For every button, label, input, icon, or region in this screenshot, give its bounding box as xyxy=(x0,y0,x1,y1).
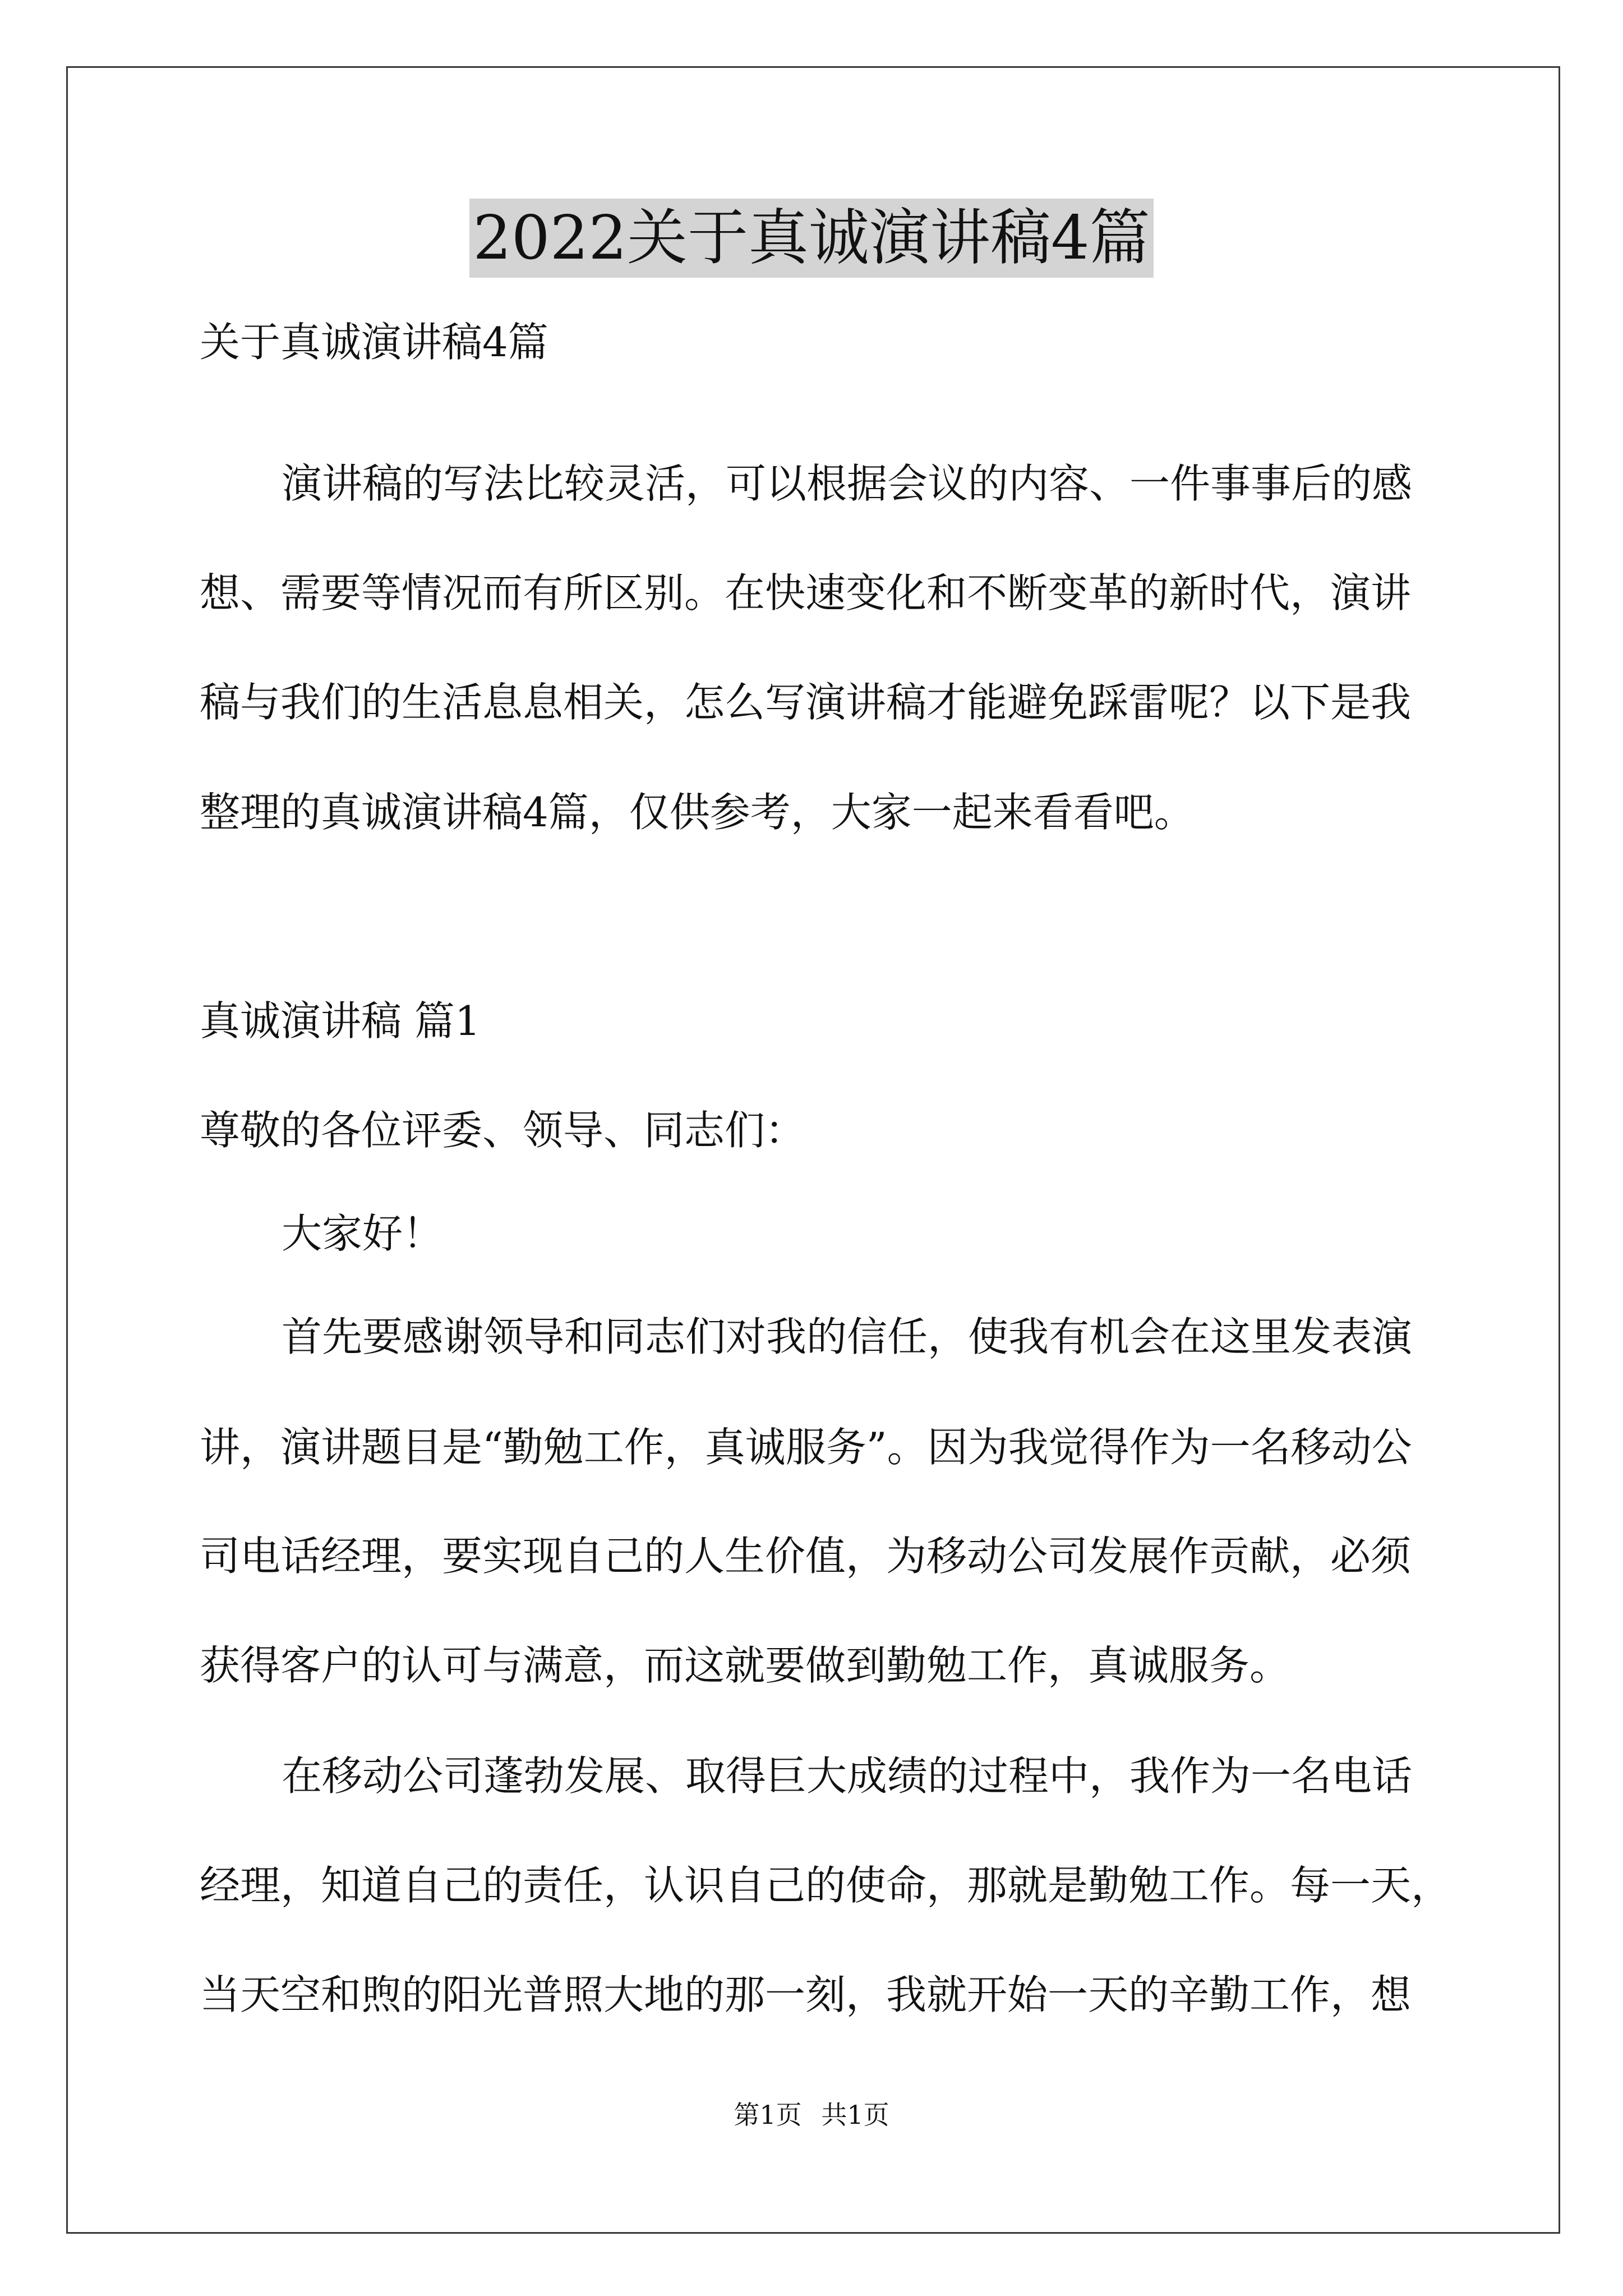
greeting: 大家好！ xyxy=(282,1210,444,1257)
paragraph1-line-1: 首先要感谢领导和同志们对我的信任，使我有机会在这里发表演 xyxy=(282,1313,1413,1360)
subtitle: 关于真诚演讲稿4篇 xyxy=(200,319,548,366)
paragraph2-line-3: 当天空和煦的阳光普照大地的那一刻，我就开始一天的辛勤工作，想 xyxy=(200,1971,1412,2018)
paragraph1-line-4: 获得客户的认可与满意，而这就要做到勤勉工作，真诚服务。 xyxy=(200,1642,1290,1689)
page-number: 第1页 xyxy=(734,2100,802,2130)
page-total: 共1页 xyxy=(821,2100,889,2130)
paragraph2-line-2: 经理，知道自己的责任，认识自己的使命，那就是勤勉工作。每一天， xyxy=(200,1862,1452,1909)
paragraph2-line-1: 在移动公司蓬勃发展、取得巨大成绩的过程中，我作为一名电话 xyxy=(282,1752,1413,1800)
document-title: 2022关于真诚演讲稿4篇 xyxy=(0,196,1623,280)
intro-line-1: 演讲稿的写法比较灵活，可以根据会议的内容、一件事事后的感 xyxy=(282,460,1413,507)
page-footer xyxy=(0,2098,1623,2132)
salutation: 尊敬的各位评委、领导、同志们： xyxy=(200,1107,806,1154)
intro-line-4: 整理的真诚演讲稿4篇，仅供参考，大家一起来看看吧。 xyxy=(200,789,1195,836)
paragraph1-line-3: 司电话经理，要实现自己的人生价值，为移动公司发展作贡献，必须 xyxy=(200,1533,1412,1580)
intro-line-2: 想、需要等情况而有所区别。在快速变化和不断变革的新时代，演讲 xyxy=(200,569,1412,616)
paragraph1-line-2: 讲，演讲题目是“勤勉工作，真诚服务”。因为我觉得作为一名移动公 xyxy=(200,1424,1412,1471)
section-heading: 真诚演讲稿 篇1 xyxy=(200,997,481,1045)
intro-line-3: 稿与我们的生活息息相关，怎么写演讲稿才能避免踩雷呢？以下是我 xyxy=(200,679,1412,726)
